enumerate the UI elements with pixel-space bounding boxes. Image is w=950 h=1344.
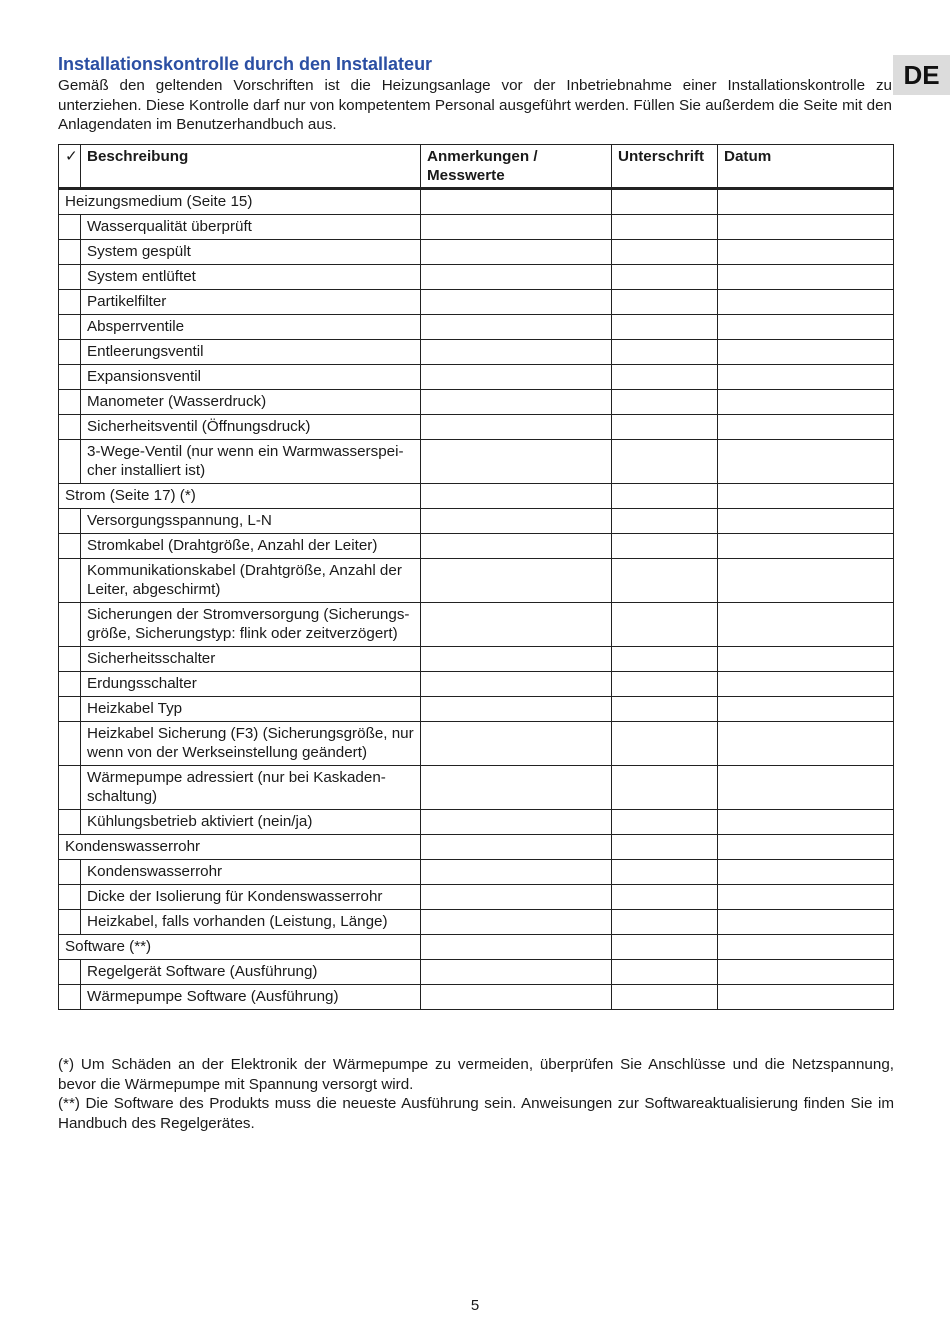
section-title: Software (**) — [59, 935, 421, 960]
check-cell[interactable] — [59, 340, 81, 365]
signature-cell[interactable] — [612, 835, 718, 860]
table-row — [59, 390, 894, 415]
date-cell[interactable] — [718, 885, 894, 910]
section-row — [59, 935, 894, 960]
check-cell[interactable] — [59, 810, 81, 835]
table-row — [59, 240, 894, 265]
date-cell[interactable] — [718, 390, 894, 415]
table-row — [59, 265, 894, 290]
table-row — [59, 960, 894, 985]
section-title: Strom (Seite 17) (*) — [59, 484, 421, 509]
date-cell[interactable] — [718, 559, 894, 603]
section-row — [59, 484, 894, 509]
remarks-cell[interactable] — [421, 766, 612, 810]
date-cell[interactable] — [718, 960, 894, 985]
check-cell[interactable] — [59, 647, 81, 672]
date-cell[interactable] — [718, 810, 894, 835]
table-header-row — [59, 145, 894, 189]
checklist-table — [58, 144, 894, 1010]
remarks-cell[interactable] — [421, 647, 612, 672]
date-cell[interactable] — [718, 860, 894, 885]
remarks-cell[interactable] — [421, 265, 612, 290]
check-cell[interactable] — [59, 697, 81, 722]
date-cell[interactable] — [718, 189, 894, 215]
date-cell[interactable] — [718, 647, 894, 672]
item-description: Expansionsventil — [81, 365, 421, 390]
table-row — [59, 722, 894, 766]
remarks-cell[interactable] — [421, 885, 612, 910]
signature-cell[interactable] — [612, 697, 718, 722]
signature-cell[interactable] — [612, 766, 718, 810]
check-cell[interactable] — [59, 415, 81, 440]
remarks-cell[interactable] — [421, 340, 612, 365]
date-cell[interactable] — [718, 240, 894, 265]
check-cell[interactable] — [59, 509, 81, 534]
table-row — [59, 985, 894, 1010]
remarks-cell[interactable] — [421, 697, 612, 722]
table-row — [59, 440, 894, 484]
signature-cell[interactable] — [612, 189, 718, 215]
remarks-cell[interactable] — [421, 365, 612, 390]
signature-cell[interactable] — [612, 534, 718, 559]
signature-cell[interactable] — [612, 603, 718, 647]
signature-cell[interactable] — [612, 672, 718, 697]
table-row — [59, 910, 894, 935]
item-description: Erdungsschalter — [81, 672, 421, 697]
remarks-cell[interactable] — [421, 835, 612, 860]
table-row — [59, 603, 894, 647]
signature-cell[interactable] — [612, 390, 718, 415]
check-cell[interactable] — [59, 290, 81, 315]
remarks-cell[interactable] — [421, 390, 612, 415]
signature-cell[interactable] — [612, 315, 718, 340]
item-description: Wasserqualität überprüft — [81, 215, 421, 240]
item-description: Versorgungsspannung, L-N — [81, 509, 421, 534]
date-cell[interactable] — [718, 603, 894, 647]
remarks-cell[interactable] — [421, 935, 612, 960]
remarks-cell[interactable] — [421, 215, 612, 240]
item-description: Partikelfilter — [81, 290, 421, 315]
remarks-cell[interactable] — [421, 440, 612, 484]
date-cell[interactable] — [718, 910, 894, 935]
date-cell[interactable] — [718, 935, 894, 960]
remarks-cell[interactable] — [421, 189, 612, 215]
table-row — [59, 365, 894, 390]
signature-cell[interactable] — [612, 265, 718, 290]
remarks-cell[interactable] — [421, 722, 612, 766]
date-cell[interactable] — [718, 215, 894, 240]
item-description: Stromkabel (Drahtgröße, Anzahl der Leiter) — [81, 534, 421, 559]
remarks-cell[interactable] — [421, 534, 612, 559]
footnote-software: (**) Die Software des Produkts muss die neueste Ausführung sein. Anweisungen zur Softwareaktualisierung finden Sie im Handbuch des Regelgerätes. — [58, 1095, 894, 1132]
table-row — [59, 315, 894, 340]
remarks-cell[interactable] — [421, 484, 612, 509]
signature-cell[interactable] — [612, 509, 718, 534]
remarks-cell[interactable] — [421, 672, 612, 697]
item-description: Manometer (Wasserdruck) — [81, 390, 421, 415]
signature-cell[interactable] — [612, 365, 718, 390]
section-row — [59, 835, 894, 860]
item-description: Sicherheitsventil (Öffnungsdruck) — [81, 415, 421, 440]
remarks-cell[interactable] — [421, 810, 612, 835]
check-cell[interactable] — [59, 390, 81, 415]
section-row — [59, 189, 894, 215]
header-check: ✓ — [59, 145, 81, 189]
date-cell[interactable] — [718, 340, 894, 365]
table-row — [59, 534, 894, 559]
remarks-cell[interactable] — [421, 315, 612, 340]
signature-cell[interactable] — [612, 415, 718, 440]
page-title: Installationskontrolle durch den Installateur — [58, 54, 433, 74]
section-title: Kondenswasserrohr — [59, 835, 421, 860]
date-cell[interactable] — [718, 290, 894, 315]
remarks-cell[interactable] — [421, 559, 612, 603]
item-description: Regelgerät Software (Ausführung) — [81, 960, 421, 985]
check-cell[interactable] — [59, 440, 81, 484]
check-cell[interactable] — [59, 603, 81, 647]
signature-cell[interactable] — [612, 215, 718, 240]
item-description: Heizkabel, falls vorhanden (Leistung, Länge) — [81, 910, 421, 935]
date-cell[interactable] — [718, 315, 894, 340]
check-cell[interactable] — [59, 365, 81, 390]
check-cell[interactable] — [59, 534, 81, 559]
date-cell[interactable] — [718, 672, 894, 697]
table-row — [59, 860, 894, 885]
remarks-cell[interactable] — [421, 415, 612, 440]
table-row — [59, 340, 894, 365]
item-description: Dicke der Isolierung für Kondenswasserrohr — [81, 885, 421, 910]
check-cell[interactable] — [59, 860, 81, 885]
check-cell[interactable] — [59, 722, 81, 766]
signature-cell[interactable] — [612, 722, 718, 766]
footnotes — [58, 1055, 894, 1133]
check-cell[interactable] — [59, 985, 81, 1010]
date-cell[interactable] — [718, 534, 894, 559]
item-description: Wärmepumpe adressiert (nur bei Kaskaden-schaltung) — [81, 766, 421, 810]
date-cell[interactable] — [718, 985, 894, 1010]
item-description: Sicherheitsschalter — [81, 647, 421, 672]
date-cell[interactable] — [718, 697, 894, 722]
signature-cell[interactable] — [612, 647, 718, 672]
check-cell[interactable] — [59, 265, 81, 290]
header-date: Datum — [718, 145, 894, 189]
table-row — [59, 766, 894, 810]
item-description: Heizkabel Typ — [81, 697, 421, 722]
date-cell[interactable] — [718, 265, 894, 290]
date-cell[interactable] — [718, 722, 894, 766]
item-description: Entleerungsventil — [81, 340, 421, 365]
table-row — [59, 290, 894, 315]
date-cell[interactable] — [718, 484, 894, 509]
table-row — [59, 215, 894, 240]
language-tab: DE — [893, 55, 950, 95]
signature-cell[interactable] — [612, 484, 718, 509]
footnote-electric: (*) Um Schäden an der Elektronik der Wärmepumpe zu vermeiden, überprüfen Sie Anschlüsse und die Netzspannung, bevor die Wärmepumpe mit Spannung versorgt wird. — [58, 1056, 894, 1093]
signature-cell[interactable] — [612, 860, 718, 885]
signature-cell[interactable] — [612, 340, 718, 365]
signature-cell[interactable] — [612, 910, 718, 935]
table-row — [59, 647, 894, 672]
intro-paragraph: Gemäß den geltenden Vorschriften ist die Heizungsanlage vor der Inbetriebnahme einer Installationskontrolle zu unterziehen. Diese Kontrolle darf nur von kompetentem Personal ausgeführt werden. Füllen Sie außerdem die Seite mit den Anlagendaten im Benutzerhandbuch aus. — [58, 77, 892, 133]
table-row — [59, 810, 894, 835]
check-cell[interactable] — [59, 885, 81, 910]
remarks-cell[interactable] — [421, 985, 612, 1010]
item-description: Absperrventile — [81, 315, 421, 340]
signature-cell[interactable] — [612, 935, 718, 960]
check-cell[interactable] — [59, 240, 81, 265]
signature-cell[interactable] — [612, 290, 718, 315]
item-description: System entlüftet — [81, 265, 421, 290]
remarks-cell[interactable] — [421, 290, 612, 315]
item-description: Heizkabel Sicherung (F3) (Sicherungsgröße, nur wenn von der Werkseinstellung geändert) — [81, 722, 421, 766]
header-remarks: Anmerkungen / Messwerte — [421, 145, 612, 189]
remarks-cell[interactable] — [421, 240, 612, 265]
date-cell[interactable] — [718, 766, 894, 810]
table-row — [59, 559, 894, 603]
item-description: Sicherungen der Stromversorgung (Sicherungs-größe, Sicherungstyp: flink oder zeitverzögert) — [81, 603, 421, 647]
signature-cell[interactable] — [612, 885, 718, 910]
item-description: System gespült — [81, 240, 421, 265]
check-cell[interactable] — [59, 315, 81, 340]
date-cell[interactable] — [718, 440, 894, 484]
remarks-cell[interactable] — [421, 960, 612, 985]
signature-cell[interactable] — [612, 559, 718, 603]
table-row — [59, 697, 894, 722]
signature-cell[interactable] — [612, 960, 718, 985]
signature-cell[interactable] — [612, 810, 718, 835]
check-cell[interactable] — [59, 766, 81, 810]
item-description: Wärmepumpe Software (Ausführung) — [81, 985, 421, 1010]
table-row — [59, 885, 894, 910]
table-row — [59, 509, 894, 534]
remarks-cell[interactable] — [421, 910, 612, 935]
table-row — [59, 672, 894, 697]
check-cell[interactable] — [59, 559, 81, 603]
date-cell[interactable] — [718, 365, 894, 390]
header-description: Beschreibung — [81, 145, 421, 189]
signature-cell[interactable] — [612, 440, 718, 484]
remarks-cell[interactable] — [421, 860, 612, 885]
item-description: Kühlungsbetrieb aktiviert (nein/ja) — [81, 810, 421, 835]
table-row — [59, 415, 894, 440]
date-cell[interactable] — [718, 509, 894, 534]
section-title: Heizungsmedium (Seite 15) — [59, 189, 421, 215]
item-description: 3-Wege-Ventil (nur wenn ein Warmwasserspei-cher installiert ist) — [81, 440, 421, 484]
check-cell[interactable] — [59, 960, 81, 985]
remarks-cell[interactable] — [421, 509, 612, 534]
header-signature: Unterschrift — [612, 145, 718, 189]
remarks-cell[interactable] — [421, 603, 612, 647]
item-description: Kommunikationskabel (Drahtgröße, Anzahl der Leiter, abgeschirmt) — [81, 559, 421, 603]
check-cell[interactable] — [59, 672, 81, 697]
page-number: 5 — [470, 1297, 480, 1314]
item-description: Kondenswasserrohr — [81, 860, 421, 885]
date-cell[interactable] — [718, 415, 894, 440]
check-cell[interactable] — [59, 910, 81, 935]
signature-cell[interactable] — [612, 985, 718, 1010]
signature-cell[interactable] — [612, 240, 718, 265]
date-cell[interactable] — [718, 835, 894, 860]
check-cell[interactable] — [59, 215, 81, 240]
